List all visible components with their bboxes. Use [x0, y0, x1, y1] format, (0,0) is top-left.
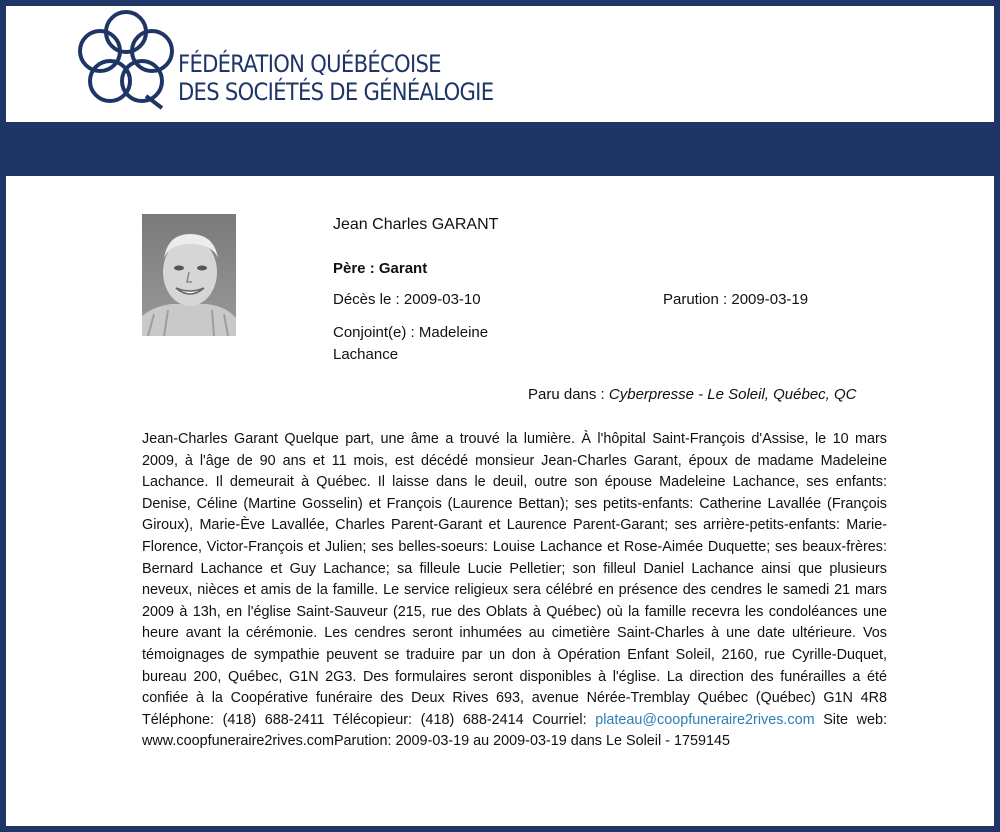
funeral-home-email-link[interactable]: plateau@coopfuneraire2rives.com — [595, 711, 815, 728]
deceased-full-name: Jean Charles GARANT — [333, 216, 499, 233]
obituary-text — [142, 429, 887, 753]
father-field: Père : Garant — [333, 260, 428, 277]
spouse-field: Conjoint(e) : Madeleine Lachance — [333, 324, 489, 363]
five-loop-flower-logo-icon[interactable] — [76, 8, 176, 110]
organization-name[interactable] — [178, 50, 493, 106]
published-in — [528, 386, 857, 403]
portrait-image-icon — [142, 214, 236, 336]
org-name-line-1: FÉDÉRATION QUÉBÉCOISE — [178, 50, 441, 78]
death-date: Décès le : 2009-03-10 — [333, 291, 481, 308]
publication-date: Parution : 2009-03-19 — [663, 291, 809, 308]
obituary-tail: Site web: www.coopfuneraire2rives.comParution: 2009-03-19 au 2009-03-19 dans Le Soleil - 1759145 — [142, 711, 887, 750]
navigation-band — [6, 122, 994, 176]
obituary-body: Jean-Charles Garant Quelque part, une âme a trouvé la lumière. À l'hôpital Saint-François d'Assise, le 10 mars 2009, à l'âge de 90 ans et 11 mois, est décédé monsieur Jean-Charles Garant, époux de madame Madeleine Lachance. Il demeurait à Québec. Il laisse dans le deuil, outre son épouse Madeleine Lachance, ses enfants: Denise, Céline (Martine Gosselin) et François (Laurence Bettan); ses petits-enfants: Catherine Lavallée (François Giroux), Marie-Ève Lavallée, Charles Parent-Garant et Laurence Parent-Garant; ses arrière-petits-enfants: Marie-Florence, Victor-François et Julien; ses belles-soeurs: Louise Lachance et Rose-Aimée Duquette; ses beaux-frères: Bernard Lachance et Guy Lachance; sa filleule Lucie Pelletier; son filleul Daniel Lachance ainsi que plusieurs neveux, nièces et amis de la famille. Le service religieux sera célébré en présence des cendres le samedi 21 mars 2009 à 13h, en l'église Saint-Sauveur (215, rue des Oblats à Québec) où la famille recevra les condoléances une heure avant la cérémonie. Les cendres seront inhumées au cimetière Saint-Charles à une date ultérieure. Vos témoignages de sympathie peuvent se traduire par un don à Opération Enfant Soleil, 2160, rue Cyrille-Duquet, bureau 200, Québec, G1N 2G3. Des formulaires seront disponibles à l'église. La direction des funérailles a été confiée à la Coopérative funéraire des Deux Rives 693, avenue Nérée-Tremblay Québec (Québec) G1N 4R8 Téléphone: (418) 688-2411 Télécopieur: (418) 688-2414 Courriel: — [142, 431, 887, 728]
site-header — [6, 6, 994, 122]
org-name-line-2: DES SOCIÉTÉS DE GÉNÉALOGIE — [178, 78, 494, 106]
obituary-record — [6, 176, 994, 826]
published-in-label: Paru dans : — [528, 386, 609, 403]
published-in-source: Cyberpresse - Le Soleil, Québec, QC — [608, 386, 857, 403]
deceased-photo — [142, 214, 236, 336]
